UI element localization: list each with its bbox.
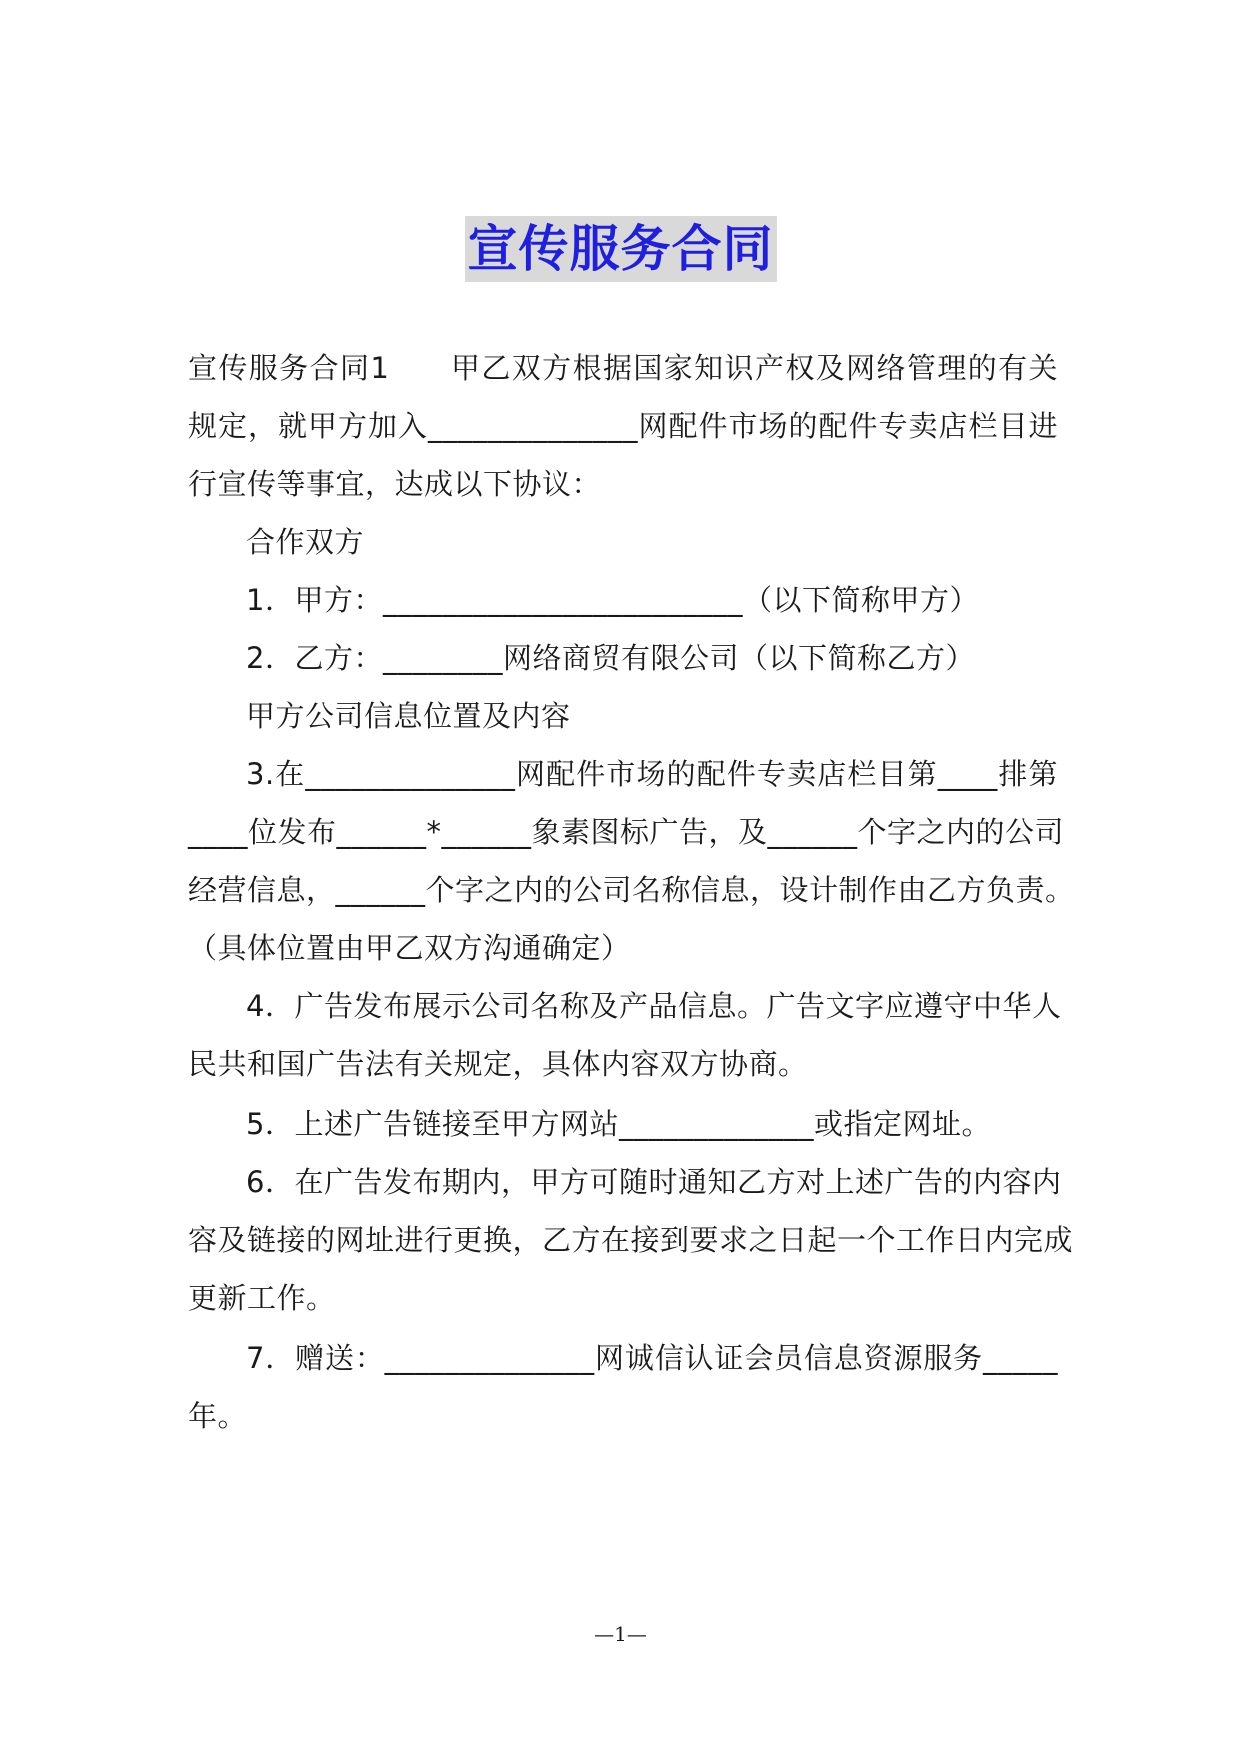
clause-line: 民共和国广告法有关规定，具体内容双方协商。 bbox=[188, 1047, 808, 1081]
clause-line: ____位发布______*______象素图标广告，及______个字之内的公司 bbox=[188, 815, 1065, 849]
clause-line: 6．在广告发布期内，甲方可随时通知乙方对上述广告的内容内 bbox=[246, 1165, 1062, 1199]
paragraph-line: 行宣传等事宜，达成以下协议： bbox=[188, 467, 602, 501]
clause-line: 5．上述广告链接至甲方网站_____________或指定网址。 bbox=[246, 1107, 991, 1141]
paragraph-line: 规定，就甲方加入______________网配件市场的配件专卖店栏目进 bbox=[188, 409, 1058, 443]
page-number: —1— bbox=[594, 1622, 647, 1646]
paragraph-line: 宣传服务合同1 甲乙双方根据国家知识产权及网络管理的有关 bbox=[188, 351, 1058, 385]
title-container bbox=[0, 216, 1241, 282]
clause-line: 4．广告发布展示公司名称及产品信息。广告文字应遵守中华人 bbox=[246, 989, 1062, 1023]
clause-line: 3.在______________网配件市场的配件专卖店栏目第____排第 bbox=[246, 757, 1058, 791]
clause-line: 更新工作。 bbox=[188, 1281, 336, 1315]
clause-line: （具体位置由甲乙双方沟通确定） bbox=[188, 931, 631, 965]
document-title: 宣传服务合同 bbox=[465, 216, 777, 282]
section-heading: 甲方公司信息位置及内容 bbox=[246, 699, 571, 733]
clause-line: 年。 bbox=[188, 1399, 248, 1433]
clause-line: 容及链接的网址进行更换，乙方在接到要求之日起一个工作日内完成 bbox=[188, 1223, 1074, 1257]
clause-line: 1．甲方：________________________（以下简称甲方） bbox=[246, 583, 979, 617]
clause-line: 经营信息，______个字之内的公司名称信息，设计制作由乙方负责。 bbox=[188, 873, 1075, 907]
clause-line: 7．赠送：______________网诚信认证会员信息资源服务_____ bbox=[246, 1341, 1058, 1375]
section-heading: 合作双方 bbox=[246, 525, 365, 559]
clause-line: 2．乙方：________网络商贸有限公司（以下简称乙方） bbox=[246, 641, 975, 675]
